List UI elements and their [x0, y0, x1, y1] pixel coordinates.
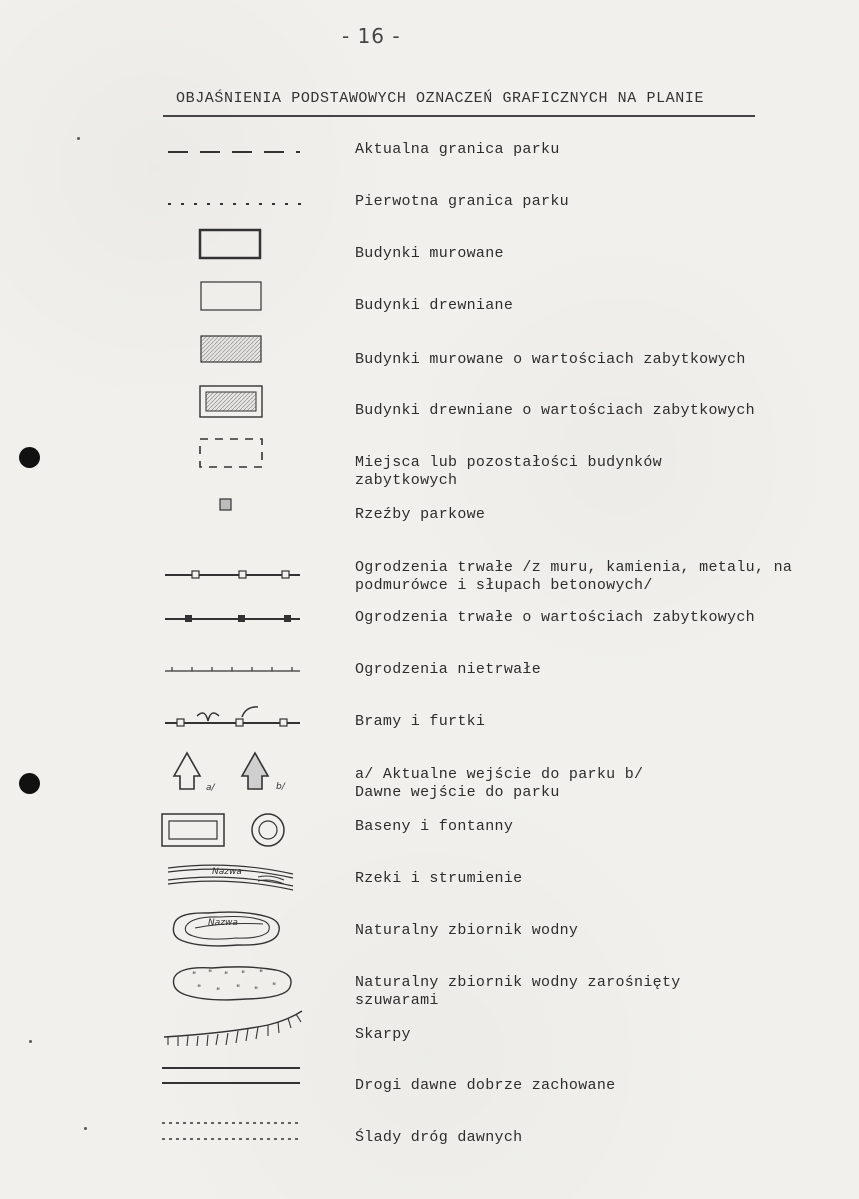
svg-text:": " [254, 986, 259, 996]
svg-text:": " [197, 984, 202, 994]
pool-fountain-icon [150, 800, 310, 856]
legend-label: Rzeźby parkowe [355, 506, 486, 523]
legend-label: Naturalny zbiornik wodny zarośnięty szuwarami [355, 974, 681, 1009]
svg-text:": " [272, 982, 277, 992]
legend-label: Ogrodzenia trwałe /z muru, kamienia, metalu, na podmurówce i słupach betonowych/ [355, 559, 793, 594]
legend-label: Budynki murowane [355, 245, 504, 262]
fence-ticks-icon [150, 643, 310, 699]
gate-icon [150, 695, 310, 751]
dotted-line-icon [150, 176, 310, 232]
dashed-rectangle-icon [150, 436, 310, 492]
thin-rectangle-icon [150, 279, 310, 335]
river-icon [150, 852, 310, 908]
legend-label: Miejsca lub pozostałości budynków zabytkowych [355, 454, 662, 489]
bold-rectangle-icon [150, 227, 310, 283]
title-underline [163, 115, 755, 117]
legend-label: Ogrodzenia nietrwałe [355, 661, 542, 678]
svg-text:": " [224, 971, 229, 981]
legend-label: Budynki drewniane o wartościach zabytkowych [355, 402, 755, 419]
reed-pond-icon [150, 956, 310, 1012]
dashed-line-icon [150, 124, 310, 180]
double-line-road-icon [150, 1059, 310, 1115]
dotted-road-traces-icon [150, 1111, 310, 1167]
svg-text:": " [192, 971, 197, 981]
escarpment-icon [150, 1008, 310, 1064]
svg-text:": " [241, 970, 246, 980]
pond-name-label: Nazwa [208, 918, 238, 928]
svg-text:": " [236, 984, 241, 994]
svg-text:": " [259, 969, 264, 979]
svg-text:": " [216, 987, 221, 997]
fence-filled-posts-icon [150, 591, 310, 647]
legend-label: Aktualna granica parku [355, 141, 560, 158]
double-rectangle-icon [150, 384, 310, 440]
page-title: OBJAŚNIENIA PODSTAWOWYCH OZNACZEŃ GRAFICZNYCH NA PLANIE [176, 90, 705, 107]
page-number: - 16 - [342, 24, 401, 48]
punch-hole-bottom [19, 773, 40, 794]
paper-speck [77, 137, 80, 140]
legend-label: Budynki murowane o wartościach zabytkowych [355, 351, 746, 368]
svg-text:": " [208, 969, 213, 979]
legend-label: Ślady dróg dawnych [355, 1129, 523, 1146]
legend-label: Budynki drewniane [355, 297, 514, 314]
paper-speck [84, 1127, 87, 1130]
legend-label: Skarpy [355, 1026, 411, 1043]
legend-label: Baseny i fontanny [355, 818, 514, 835]
river-name-label: Nazwa [212, 867, 242, 877]
entrance-b-label: b/ [276, 782, 285, 792]
paper-speck [29, 1040, 32, 1043]
entrance-arrows-icon [150, 748, 310, 804]
punch-hole-top [19, 447, 40, 468]
entrance-a-label: a/ [206, 783, 215, 793]
legend-label: Naturalny zbiornik wodny [355, 922, 579, 939]
legend-label: Drogi dawne dobrze zachowane [355, 1077, 616, 1094]
legend-label: Pierwotna granica parku [355, 193, 569, 210]
pond-icon [150, 904, 310, 960]
legend-label: Ogrodzenia trwałe o wartościach zabytkowych [355, 609, 755, 626]
legend-label: a/ Aktualne wejście do parku b/ Dawne wejście do parku [355, 766, 644, 801]
legend-label: Rzeki i strumienie [355, 870, 523, 887]
legend-label: Bramy i furtki [355, 713, 486, 730]
small-square-icon [150, 488, 310, 544]
hatched-rectangle-icon [150, 333, 310, 389]
